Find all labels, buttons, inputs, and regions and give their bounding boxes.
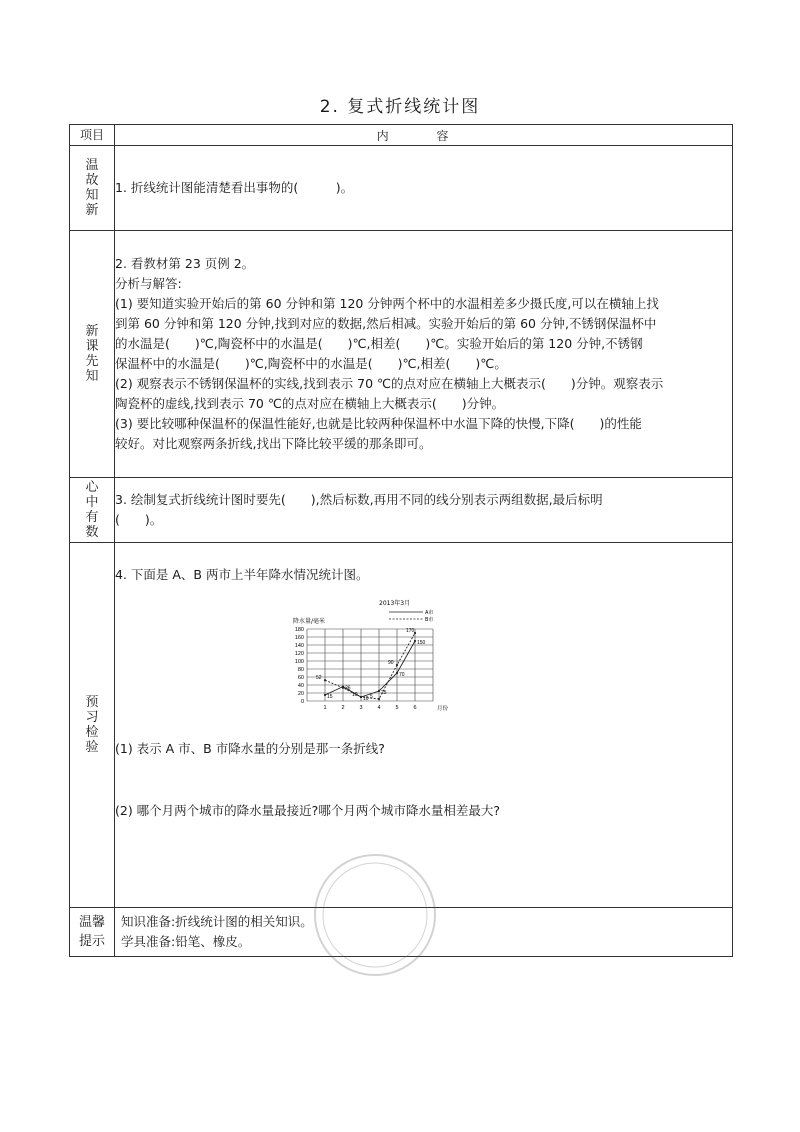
data-label: 150: [417, 640, 426, 646]
text-line: (1) 要知道实验开始后的第 60 分钟和第 120 分钟两个杯中的水温相差多少摄氏度,可以在横轴上找: [115, 296, 659, 311]
y-tick-label: 60: [297, 675, 304, 681]
y-axis-label: 降水量/毫米: [293, 618, 326, 625]
legend-label: B市: [425, 617, 434, 623]
section-new-lesson: [70, 231, 733, 478]
data-point: [378, 698, 380, 700]
label-char: 数: [85, 525, 99, 540]
label-char: 有: [85, 510, 99, 525]
section-label-new-lesson: [70, 231, 115, 478]
data-label: 10: [352, 692, 358, 698]
y-tick-label: 140: [294, 643, 304, 649]
section-label-review: [70, 146, 115, 231]
question-4-intro: 4. 下面是 A、B 两市上半年降水情况统计图。: [115, 567, 369, 582]
question-4-2: (2) 哪个月两个城市的降水量最接近?哪个月两个城市降水量相差最大?: [115, 803, 500, 818]
section-key-points: [70, 478, 733, 543]
label-char: 先: [85, 354, 99, 369]
section-label-key-points: [70, 478, 115, 543]
label-char: 故: [85, 173, 99, 188]
y-tick-label: 80: [297, 667, 304, 673]
y-tick-label: 40: [297, 683, 304, 689]
data-point: [342, 687, 344, 689]
text-line: 2. 看教材第 23 页例 2。: [115, 256, 255, 271]
label-char: 习: [85, 710, 99, 725]
x-tick-label: 3: [359, 705, 363, 711]
text-line: (2) 观察表示不锈钢保温杯的实线,找到表示 70 ℃的点对应在横轴上大概表示( )分钟。观察表示: [115, 376, 664, 391]
section-label-tips: [70, 908, 115, 957]
label-char: 温: [85, 158, 99, 173]
legend-label: A市: [425, 610, 434, 616]
data-label: 170: [406, 628, 415, 634]
label-char: 课: [85, 339, 99, 354]
text-line: 保温杯中的水温是( )℃,陶瓷杯中的水温是( )℃,相差( )℃。: [115, 356, 507, 371]
section-label-preview-check: [70, 543, 115, 908]
data-point: [396, 664, 398, 666]
header-row: [70, 125, 733, 146]
data-label: 15: [327, 694, 333, 700]
text-line: 较好。对比观察两条折线,找出下降比较平缓的那条即可。: [115, 436, 432, 451]
worksheet-table: [69, 124, 733, 957]
y-tick-label: 160: [294, 635, 304, 641]
y-tick-label: 0: [300, 699, 304, 705]
header-content: 内 容: [115, 125, 733, 146]
x-tick-label: 1: [323, 705, 327, 711]
text-line: 陶瓷杯的虚线,找到表示 70 ℃的点对应在横轴上大概表示( )分钟。: [115, 396, 505, 411]
page-title: 2. 复式折线统计图: [319, 97, 481, 117]
section-content-review: [115, 146, 733, 231]
label-char: 心: [85, 480, 99, 495]
data-point: [324, 679, 326, 681]
stamp-inner-circle: [323, 863, 427, 967]
text-line: ( )。: [115, 512, 163, 527]
label-char: 温馨: [78, 915, 105, 930]
data-label: 5: [370, 694, 373, 700]
label-char: 知: [85, 188, 99, 203]
text-line: 3. 绘制复式折线统计图时要先( ),然后标数,再用不同的线分别表示两组数据,最后标明: [115, 492, 603, 507]
x-tick-label: 5: [395, 705, 399, 711]
label-char: 新: [85, 203, 99, 218]
data-label: 10: [363, 696, 369, 702]
question-4-1: (1) 表示 A 市、B 市降水量的分别是那一条折线?: [115, 741, 385, 756]
text-line: 到第 60 分钟和第 120 分钟,找到对应的数据,然后相减。实验开始后的第 60 分钟,不锈钢保温杯中: [115, 316, 657, 331]
data-label: 90: [388, 660, 394, 666]
y-tick-label: 120: [294, 651, 304, 657]
label-char: 检: [85, 725, 99, 740]
data-point: [378, 690, 380, 692]
rainfall-line-chart: [267, 597, 457, 713]
x-axis-label: 月份: [437, 706, 449, 712]
data-point: [324, 694, 326, 696]
y-tick-label: 180: [294, 627, 304, 633]
watermark-stamp: [300, 840, 450, 990]
data-label: 25: [381, 690, 387, 696]
label-char: 提示: [78, 934, 105, 949]
label-char: 验: [85, 740, 99, 755]
section-content-key-points: [115, 478, 733, 543]
y-tick-label: 20: [297, 691, 304, 697]
label-char: 知: [85, 369, 99, 384]
data-label: 52: [316, 675, 322, 682]
section-content-new-lesson: [115, 231, 733, 478]
data-point: [396, 672, 398, 674]
label-char: 中: [85, 495, 99, 510]
text-line: 分析与解答:: [115, 276, 182, 291]
x-tick-label: 6: [413, 705, 417, 711]
stamp-circle: [315, 855, 435, 975]
chart-title: 2013年3月: [379, 600, 411, 607]
text-line: (3) 要比较哪种保温杯的保温性能好,也就是比较两种保温杯中水温下降的快慢,下降( )的性能: [115, 416, 642, 431]
data-label: 70: [399, 672, 405, 678]
x-tick-label: 2: [341, 705, 345, 711]
tip-line: 知识准备:折线统计图的相关知识。: [121, 914, 313, 929]
section-review: [70, 146, 733, 231]
data-point: [360, 696, 362, 698]
question-1: 1. 折线统计图能清楚看出事物的( )。: [115, 180, 354, 195]
header-item: 项目: [70, 125, 115, 146]
data-label: 36: [345, 685, 351, 692]
x-tick-label: 4: [377, 705, 381, 711]
y-tick-label: 100: [294, 659, 304, 665]
label-char: 新: [85, 324, 99, 339]
label-char: 预: [85, 695, 99, 710]
data-point: [414, 640, 416, 642]
text-line: 的水温是( )℃,陶瓷杯中的水温是( )℃,相差( )℃。实验开始后的第 120 分钟,不锈钢: [115, 336, 643, 351]
tip-line: 学具准备:铅笔、橡皮。: [121, 934, 251, 949]
